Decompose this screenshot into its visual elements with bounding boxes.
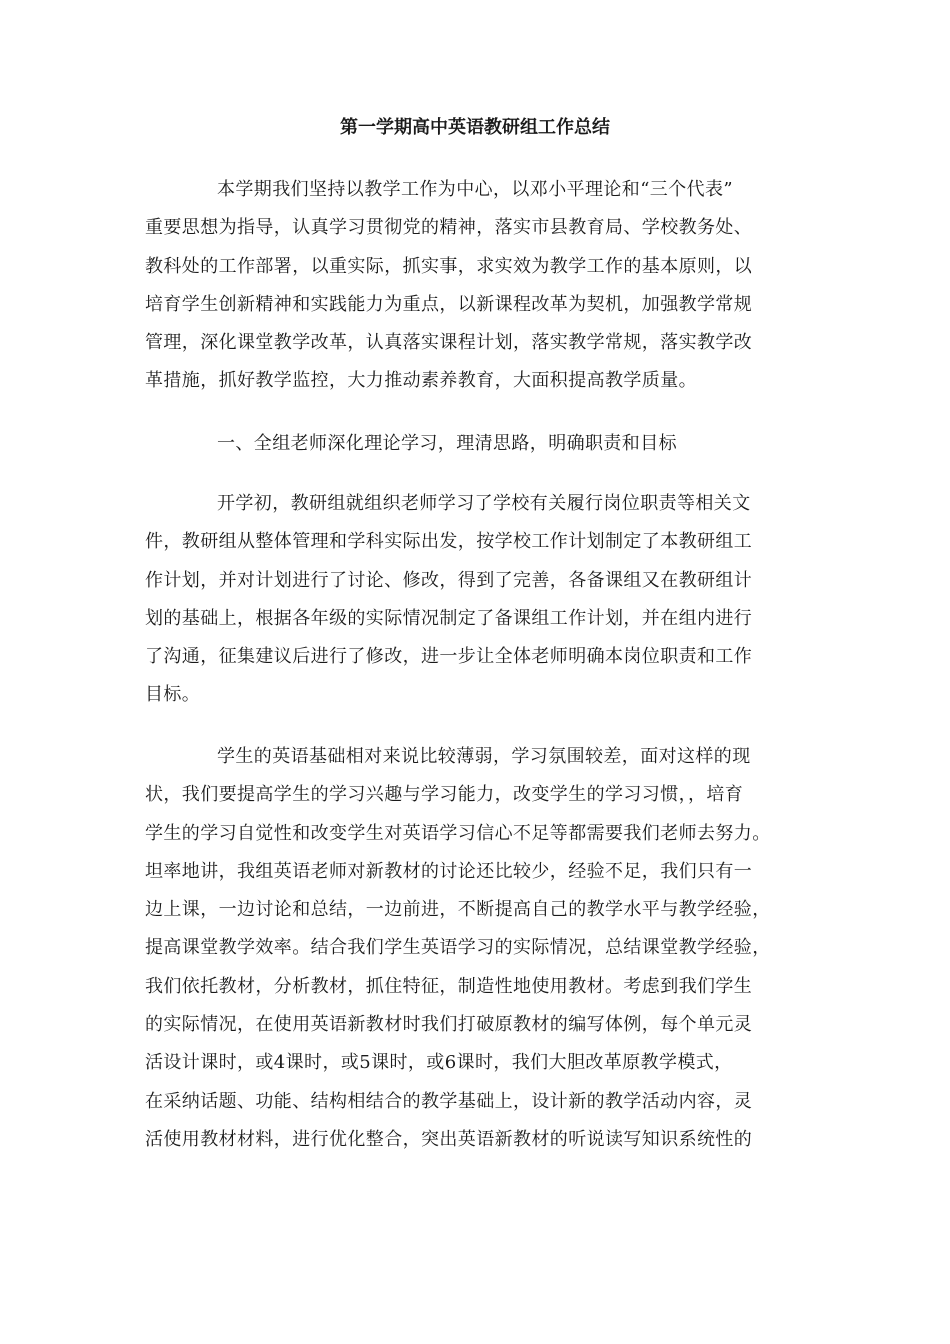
paragraph-section-1	[145, 485, 815, 715]
section-heading-1	[145, 425, 815, 463]
paragraph-line: 我们依托教材，分析教材，抓住特征，制造性地使用教材。考虑到我们学生	[145, 975, 753, 997]
paragraph-line: 作计划，并对计划进行了讨论、修改，得到了完善，各备课组又在教研组计	[145, 569, 753, 591]
paragraph-line: 件，教研组从整体管理和学科实际出发，按学校工作计划制定了本教研组工	[145, 531, 753, 553]
document-title: 第一学期高中英语教研组工作总结	[340, 117, 610, 138]
paragraph-line: 目标。	[145, 684, 201, 706]
paragraph-line: 划的基础上，根据各年级的实际情况制定了备课组工作计划，并在组内进行	[145, 607, 753, 629]
paragraph-line: 培育学生创新精神和实践能力为重点，以新课程改革为契机，加强教学常规	[145, 293, 753, 315]
paragraph-line: 了沟通，征集建议后进行了修改，进一步让全体老师明确本岗位职责和工作	[145, 646, 753, 668]
paragraph-line: 革措施，抓好教学监控，大力推动素养教育，大面积提高教学质量。	[145, 370, 697, 392]
paragraph-line: 活使用教材材料，进行优化整合，突出英语新教材的听说读写知识系统性的	[145, 1128, 753, 1150]
paragraph-line: 的实际情况，在使用英语新教材时我们打破原教材的编写体例，每个单元灵	[145, 1014, 753, 1036]
section-heading-text: 一、全组老师深化理论学习，理清思路，明确职责和目标	[217, 433, 677, 454]
paragraph-line: 管理，深化课堂教学改革，认真落实课程计划，落实教学常规，落实教学改	[145, 332, 753, 354]
paragraph-line: 边上课，一边讨论和总结，一边前进，不断提高自己的教学水平与教学经验，	[145, 899, 771, 921]
paragraph-line: 学生的英语基础相对来说比较薄弱，学习氛围较差，面对这样的现	[217, 746, 751, 767]
paragraph-intro	[145, 171, 815, 401]
paragraph-line: 在采纳话题、功能、结构相结合的教学基础上，设计新的教学活动内容，灵	[145, 1090, 753, 1112]
paragraph-line: 开学初，教研组就组织老师学习了学校有关履行岗位职责等相关文	[217, 493, 751, 514]
paragraph-line: 提高课堂教学效率。结合我们学生英语学习的实际情况，总结课堂教学经验，	[145, 937, 771, 959]
paragraph-line: 重要思想为指导，认真学习贯彻党的精神，落实市县教育局、学校教务处、	[145, 217, 753, 239]
paragraph-line: 学生的学习自觉性和改变学生对英语学习信心不足等都需要我们老师去努力。	[145, 822, 771, 844]
paragraph-line: 教科处的工作部署，以重实际，抓实事，求实效为教学工作的基本原则，以	[145, 255, 753, 277]
paragraph-line: 活设计课时，或4课时，或5课时，或6课时，我们大胆改革原教学模式，	[145, 1052, 733, 1074]
paragraph-students	[145, 738, 815, 1159]
paragraph-line: 本学期我们坚持以教学工作为中心，以邓小平理论和“三个代表”	[217, 179, 734, 200]
paragraph-line: 状，我们要提高学生的学习兴趣与学习能力，改变学生的学习习惯，，培育	[145, 784, 744, 806]
paragraph-line: 坦率地讲，我组英语老师对新教材的讨论还比较少，经验不足，我们只有一	[145, 860, 753, 882]
